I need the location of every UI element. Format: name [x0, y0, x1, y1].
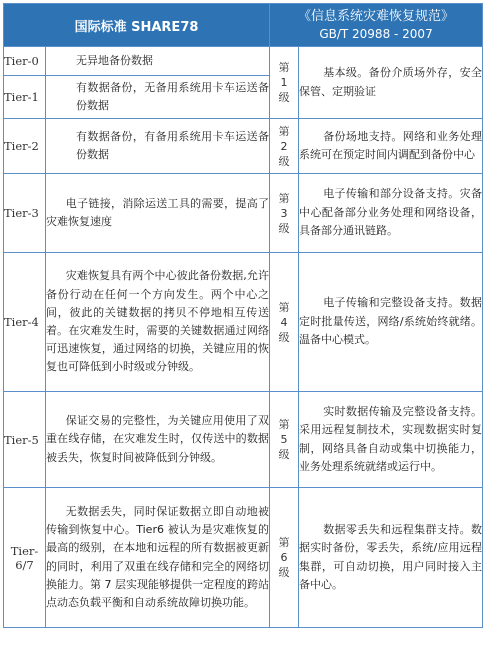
header-gbt-code: GB/T 20988 - 2007	[319, 27, 433, 41]
tier-label: Tier-3	[4, 174, 46, 253]
table-row	[4, 119, 483, 174]
tier-desc: 灾难恢复具有两个中心彼此备份数据,允许备份行动在任何一个方向发生。两个中心之间，彼此的关键数据的拷贝不停地相互传送着。在灾难发生时，需要的关键数据通过网络可迅速恢复，通过网络的切换，关键应用的恢复也可降低到小时级或分钟级。	[46, 253, 270, 392]
tier-label: Tier-4	[4, 253, 46, 392]
grade-desc: 电子传输和完整设备支持。数据定时批量传送，网络/系统始终就绪。温备中心模式。	[299, 253, 483, 392]
tier-desc: 有数据备份，无备用系统用卡车运送备份数据	[46, 76, 270, 119]
tier-label: Tier-1	[4, 76, 46, 119]
grade-label: 第 5 级	[270, 392, 299, 488]
table-row	[4, 174, 483, 253]
tier-label: Tier-0	[4, 47, 46, 76]
grade-label: 第 3 级	[270, 174, 299, 253]
tier-label: Tier-5	[4, 392, 46, 488]
grade-desc: 数据零丢失和远程集群支持。数据实时备份，零丢失，系统/应用远程集群，可自动切换，用户同时接入主备中心。	[299, 488, 483, 628]
table-row	[4, 488, 483, 628]
grade-label: 第 1 级	[270, 47, 299, 119]
tier-desc: 无数据丢失，同时保证数据立即自动地被传输到恢复中心。Tier6 被认为是灾难恢复的最高的级别，在本地和远程的所有数据被更新的同时，利用了双重在线存储和完全的网络切换能力。第 7 层实现能够提供一定程度的跨站点动态负载平衡和自动系统故障切换功能。	[46, 488, 270, 628]
tier-desc: 无异地备份数据	[46, 47, 270, 76]
table-header-row	[4, 4, 483, 47]
header-share78: 国际标准 SHARE78	[4, 4, 270, 47]
tier-desc: 保证交易的完整性，为关键应用使用了双重在线存储，在灾难发生时，仅传送中的数据被丢失，恢复时间被降低到分钟级。	[46, 392, 270, 488]
grade-label: 第 2 级	[270, 119, 299, 174]
dr-standards-table	[3, 3, 483, 628]
table-row	[4, 392, 483, 488]
tier-desc: 电子链接，消除运送工具的需要，提高了灾难恢复速度	[46, 174, 270, 253]
grade-desc: 电子传输和部分设备支持。灾备中心配备部分业务处理和网络设备，具备部分通讯链路。	[299, 174, 483, 253]
grade-label: 第 4 级	[270, 253, 299, 392]
grade-desc: 备份场地支持。网络和业务处理系统可在预定时间内调配到备份中心	[299, 119, 483, 174]
grade-desc: 实时数据传输及完整设备支持。采用远程复制技术，实现数据实时复制，网络具备自动或集中切换能力，业务处理系统就绪或运行中。	[299, 392, 483, 488]
header-gbt	[270, 4, 483, 47]
grade-label: 第 6 级	[270, 488, 299, 628]
table-row	[4, 47, 483, 76]
header-gbt-title: 《信息系统灾难恢复规范》	[298, 9, 455, 24]
tier-label: Tier- 6/7	[4, 488, 46, 628]
tier-label: Tier-2	[4, 119, 46, 174]
grade-desc: 基本级。备份介质场外存，安全保管、定期验证	[299, 47, 483, 119]
table-row	[4, 253, 483, 392]
tier-desc: 有数据备份，有备用系统用卡车运送备份数据	[46, 119, 270, 174]
